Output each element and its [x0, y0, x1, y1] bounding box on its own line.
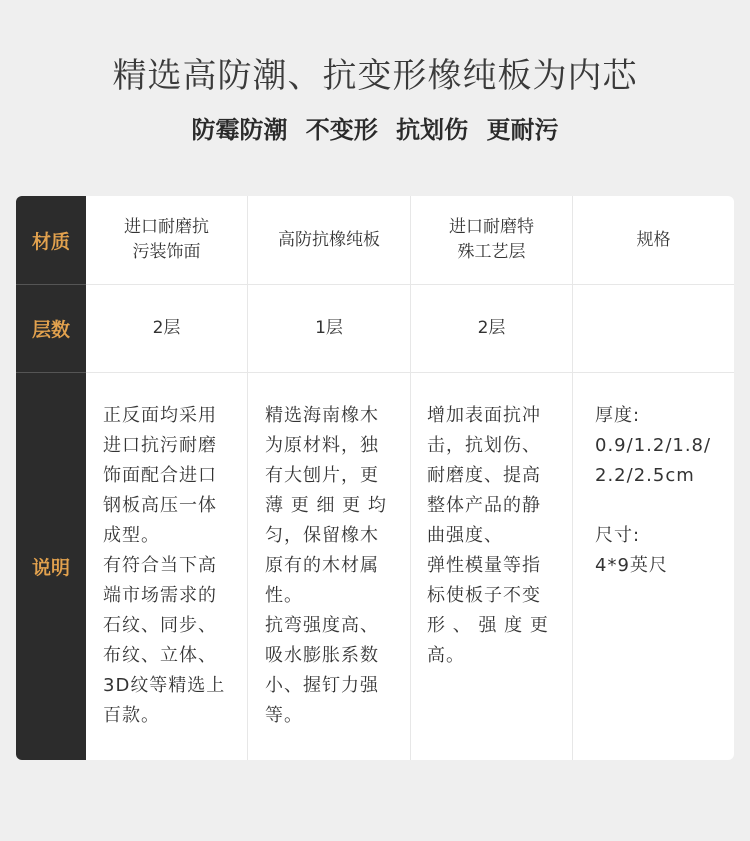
desc-line: 饰面配合进口 — [103, 465, 217, 486]
desc-line: 0.9/1.2/1.8/ — [595, 435, 712, 456]
material-cell-core: 高防抗橡纯板 — [278, 229, 380, 250]
desc-line: 小、握钉力强 — [265, 675, 379, 696]
desc-cell-core — [265, 401, 403, 731]
desc-cell-layer — [427, 401, 565, 671]
desc-line: 形 、 强 度 更 — [427, 615, 549, 636]
desc-line: 薄 更 细 更 均 — [265, 495, 387, 516]
desc-line: 高。 — [427, 645, 465, 666]
desc-line: 整体产品的静 — [427, 495, 541, 516]
desc-line: 性。 — [265, 585, 303, 606]
desc-line: 击，抗划伤、 — [427, 435, 541, 456]
layers-cell-surface: 2层 — [152, 318, 181, 338]
desc-line: 精选海南橡木 — [265, 405, 379, 426]
desc-line: 钢板高压一体 — [103, 495, 217, 516]
desc-line: 有大刨片，更 — [265, 465, 379, 486]
material-cell-surface: 进口耐磨抗 污装饰面 — [124, 217, 209, 262]
desc-line — [595, 491, 731, 521]
desc-line: 为原材料，独 — [265, 435, 379, 456]
desc-cell-spec — [595, 401, 731, 581]
desc-line: 耐磨度、提高 — [427, 465, 541, 486]
label-divider — [16, 284, 86, 285]
desc-line: 有符合当下高 — [103, 555, 217, 576]
material-cell-spec: 规格 — [636, 229, 671, 250]
desc-line: 石纹、同步、 — [103, 615, 217, 636]
row-label-layers: 层数 — [31, 319, 70, 341]
desc-line: 厚度: — [595, 405, 641, 426]
desc-line: 端市场需求的 — [103, 585, 217, 606]
material-cell-layer: 进口耐磨特 殊工艺层 — [449, 217, 534, 262]
desc-line: 等。 — [265, 705, 303, 726]
desc-line: 弹性模量等指 — [427, 555, 541, 576]
page-subtitle: 防霉防潮 不变形 抗划伤 更耐污 — [191, 116, 559, 144]
row-label-description: 说明 — [31, 557, 70, 579]
spec-table — [16, 196, 734, 760]
desc-line: 尺寸: — [595, 525, 641, 546]
desc-line: 3D纹等精选上 — [103, 675, 226, 696]
desc-line: 正反面均采用 — [103, 405, 217, 426]
desc-line: 百款。 — [103, 705, 160, 726]
layers-cell-spec — [573, 285, 734, 372]
desc-line: 成型。 — [103, 525, 160, 546]
desc-line: 匀，保留橡木 — [265, 525, 379, 546]
desc-line: 4*9英尺 — [595, 555, 668, 576]
desc-line: 抗弯强度高、 — [265, 615, 379, 636]
page-title: 精选高防潮、抗变形橡纯板为内芯 — [112, 56, 638, 96]
desc-line: 原有的木材属 — [265, 555, 379, 576]
desc-line: 增加表面抗冲 — [427, 405, 541, 426]
row-divider — [16, 372, 734, 373]
desc-line: 标使板子不变 — [427, 585, 541, 606]
desc-line: 吸水膨胀系数 — [265, 645, 379, 666]
row-label-material: 材质 — [31, 230, 70, 253]
label-divider — [16, 372, 86, 373]
desc-line: 曲强度、 — [427, 525, 503, 546]
desc-line: 进口抗污耐磨 — [103, 435, 217, 456]
desc-line: 2.2/2.5cm — [595, 465, 695, 486]
desc-line: 布纹、立体、 — [103, 645, 217, 666]
layers-cell-core: 1层 — [315, 318, 343, 338]
desc-cell-surface — [103, 401, 239, 731]
layers-cell-layer: 2层 — [477, 318, 506, 338]
